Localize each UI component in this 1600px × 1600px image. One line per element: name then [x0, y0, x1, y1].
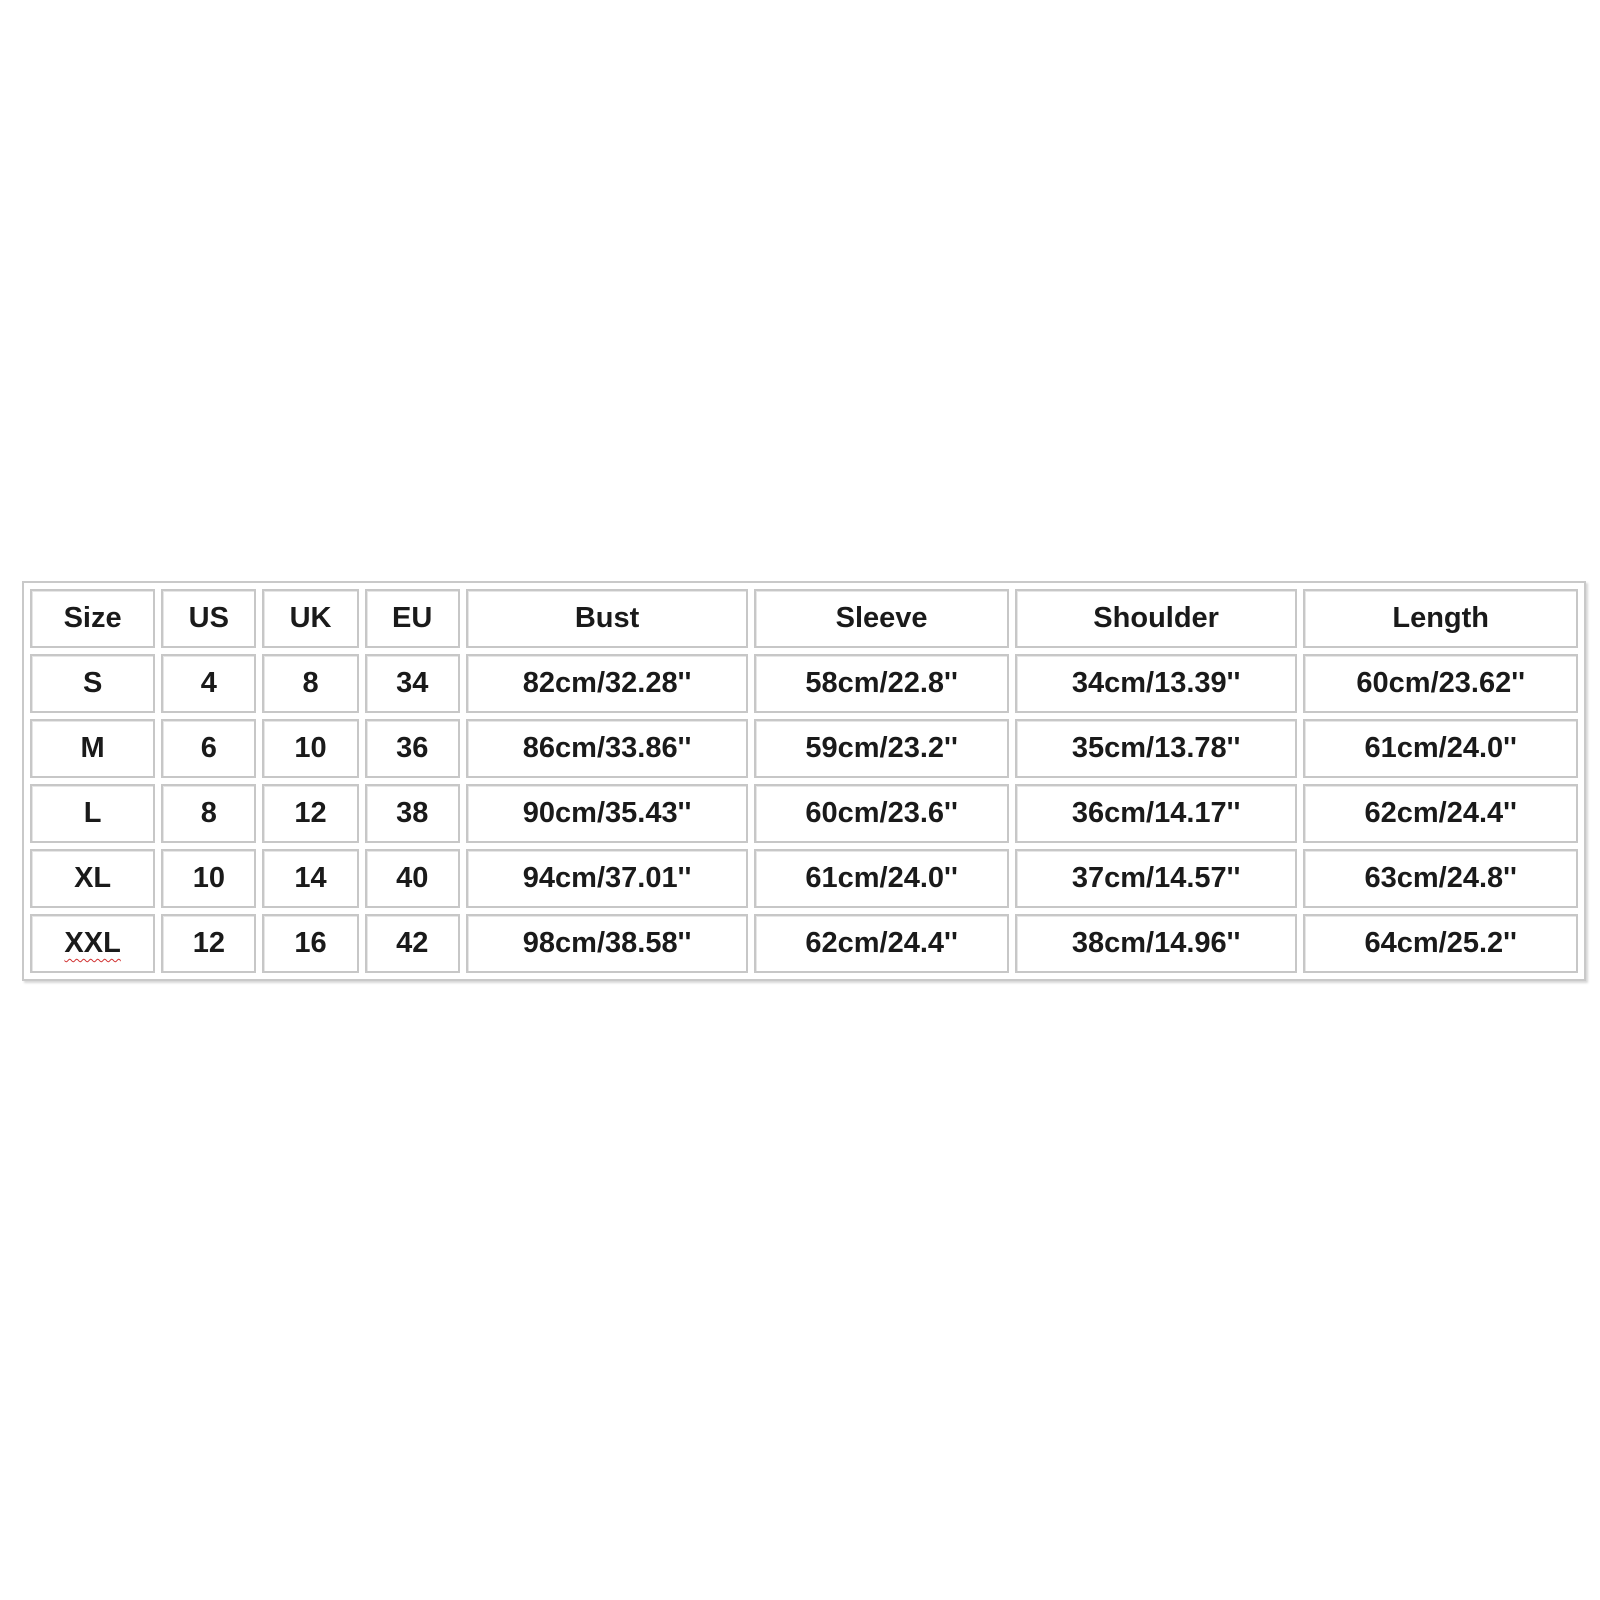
- cell-size: S: [30, 654, 155, 713]
- cell-length: 61cm/24.0'': [1303, 719, 1578, 778]
- cell-size: XL: [30, 849, 155, 908]
- header-sleeve: Sleeve: [754, 589, 1009, 648]
- cell-eu: 42: [365, 914, 460, 973]
- table-row: [30, 849, 1578, 908]
- cell-bust: 82cm/32.28'': [466, 654, 749, 713]
- cell-bust: 86cm/33.86'': [466, 719, 749, 778]
- header-row: [30, 589, 1578, 648]
- cell-shoulder: 36cm/14.17'': [1015, 784, 1298, 843]
- table-row: [30, 654, 1578, 713]
- cell-uk: 12: [262, 784, 358, 843]
- header-size: Size: [30, 589, 155, 648]
- cell-bust: 90cm/35.43'': [466, 784, 749, 843]
- header-bust: Bust: [466, 589, 749, 648]
- table-row: [30, 719, 1578, 778]
- header-eu: EU: [365, 589, 460, 648]
- cell-sleeve: 58cm/22.8'': [754, 654, 1009, 713]
- header-us: US: [161, 589, 256, 648]
- cell-sleeve: 59cm/23.2'': [754, 719, 1009, 778]
- header-uk: UK: [262, 589, 358, 648]
- cell-size: L: [30, 784, 155, 843]
- cell-length: 60cm/23.62'': [1303, 654, 1578, 713]
- cell-eu: 36: [365, 719, 460, 778]
- cell-eu: 38: [365, 784, 460, 843]
- cell-sleeve: 62cm/24.4'': [754, 914, 1009, 973]
- cell-shoulder: 37cm/14.57'': [1015, 849, 1298, 908]
- table-row: [30, 914, 1578, 973]
- cell-bust: 94cm/37.01'': [466, 849, 749, 908]
- header-shoulder: Shoulder: [1015, 589, 1298, 648]
- cell-eu: 34: [365, 654, 460, 713]
- cell-length: 63cm/24.8'': [1303, 849, 1578, 908]
- cell-eu: 40: [365, 849, 460, 908]
- table-row: [30, 784, 1578, 843]
- cell-shoulder: 35cm/13.78'': [1015, 719, 1298, 778]
- cell-length: 64cm/25.2'': [1303, 914, 1578, 973]
- cell-uk: 16: [262, 914, 358, 973]
- cell-shoulder: 38cm/14.96'': [1015, 914, 1298, 973]
- cell-uk: 8: [262, 654, 358, 713]
- cell-length: 62cm/24.4'': [1303, 784, 1578, 843]
- cell-size: M: [30, 719, 155, 778]
- cell-us: 6: [161, 719, 256, 778]
- cell-bust: 98cm/38.58'': [466, 914, 749, 973]
- cell-us: 4: [161, 654, 256, 713]
- cell-shoulder: 34cm/13.39'': [1015, 654, 1298, 713]
- cell-us: 12: [161, 914, 256, 973]
- cell-us: 10: [161, 849, 256, 908]
- cell-us: 8: [161, 784, 256, 843]
- cell-size: [30, 914, 155, 973]
- cell-uk: 14: [262, 849, 358, 908]
- cell-sleeve: 61cm/24.0'': [754, 849, 1009, 908]
- cell-sleeve: 60cm/23.6'': [754, 784, 1009, 843]
- size-chart-table: [22, 581, 1586, 981]
- header-length: Length: [1303, 589, 1578, 648]
- cell-size-text: XXL: [64, 927, 121, 959]
- cell-uk: 10: [262, 719, 358, 778]
